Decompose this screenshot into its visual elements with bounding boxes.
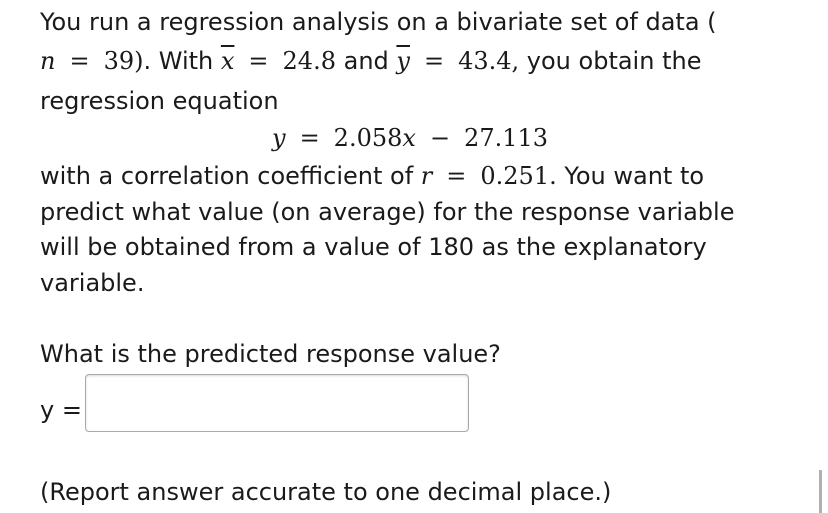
equals-sign: = bbox=[248, 47, 269, 75]
question-line-7: will be obtained from a value of 180 as the explanatory bbox=[40, 233, 707, 261]
answer-input[interactable] bbox=[85, 374, 469, 432]
r-variable: r bbox=[420, 162, 433, 190]
y-bar-value: 43.4, bbox=[458, 47, 520, 75]
r-equals-sign: = bbox=[446, 162, 467, 190]
question-line-3: regression equation bbox=[40, 87, 279, 115]
want-to-text: You want to bbox=[564, 162, 705, 190]
equation-x-variable: x bbox=[402, 124, 416, 152]
n-variable: n bbox=[40, 47, 56, 75]
x-bar-value: 24.8 bbox=[282, 47, 336, 75]
question-line-1: You run a regression analysis on a bivariate set of data ( bbox=[40, 8, 717, 36]
equation-y-variable: y bbox=[272, 124, 286, 152]
and-text: and bbox=[343, 47, 389, 75]
equation-minus-sign: − bbox=[429, 124, 451, 152]
regression-equation bbox=[272, 126, 548, 150]
x-bar-variable: $\overline{x}$ bbox=[220, 47, 235, 75]
question-line-6: predict what value (on average) for the response variable bbox=[40, 198, 735, 226]
question-line-2 bbox=[40, 49, 701, 73]
scrollbar-edge[interactable] bbox=[819, 470, 822, 513]
equals-sign: = bbox=[423, 47, 445, 75]
equation-equals-sign: = bbox=[299, 124, 320, 152]
y-bar-variable: $\overline{y}$ bbox=[396, 47, 410, 75]
question-line-5 bbox=[40, 164, 704, 188]
r-value: 0.251. bbox=[480, 162, 557, 190]
precision-note: (Report answer accurate to one decimal place.) bbox=[40, 478, 612, 506]
obtain-text: you obtain the bbox=[526, 47, 702, 75]
n-value-text: 39). With bbox=[103, 47, 214, 75]
question-line-8: variable. bbox=[40, 269, 145, 297]
equation-intercept: 27.113 bbox=[464, 124, 549, 152]
correlation-text: with a correlation coefficient of bbox=[40, 162, 414, 190]
equation-coefficient: 2.058 bbox=[333, 124, 403, 152]
equals-sign: = bbox=[69, 47, 90, 75]
answer-label: y = bbox=[40, 396, 82, 424]
prompt-text: What is the predicted response value? bbox=[40, 340, 501, 368]
